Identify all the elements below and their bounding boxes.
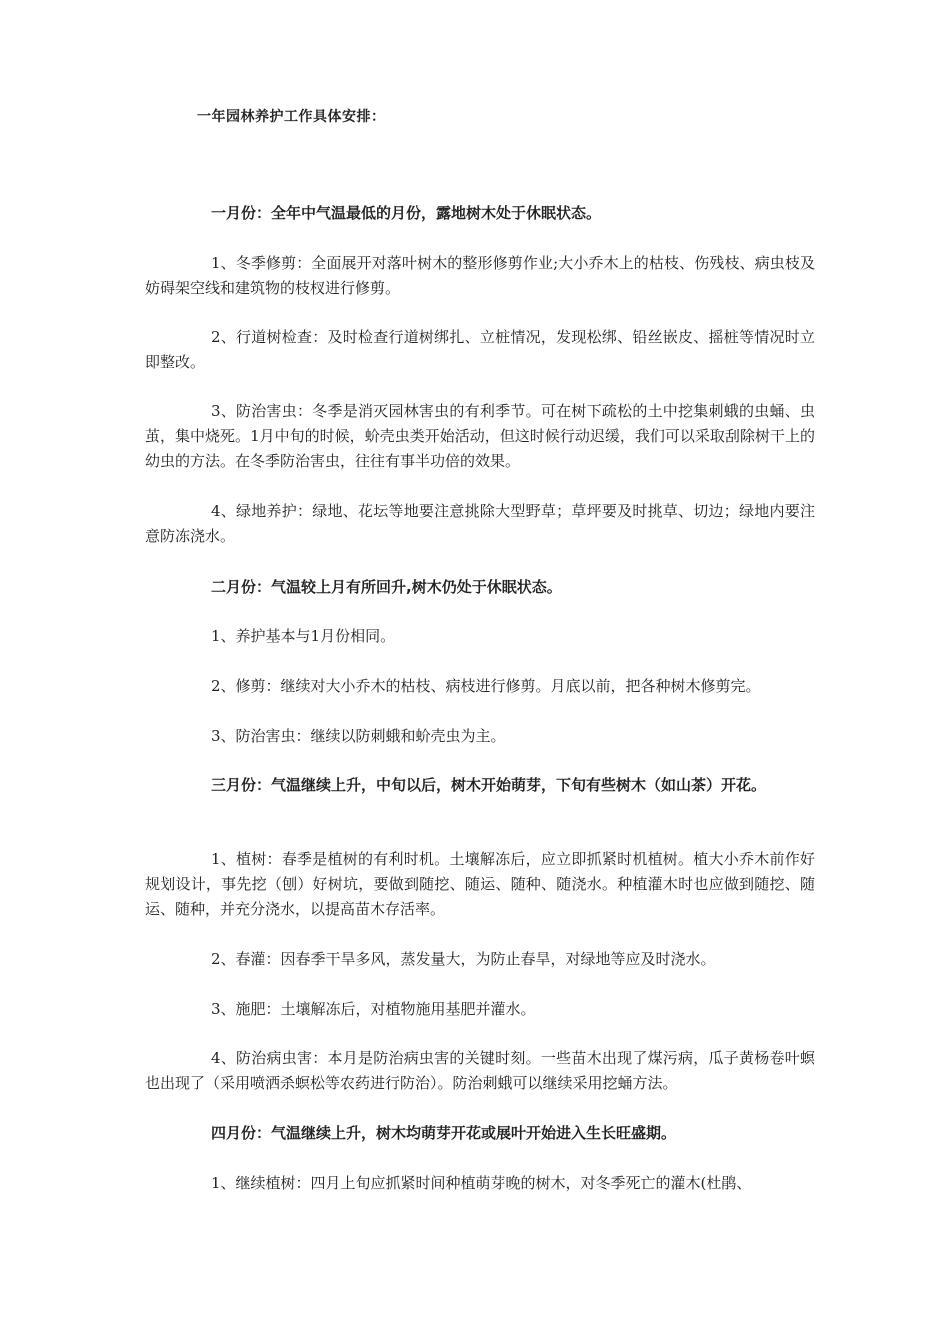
paragraph-feb-3: 3、防治害虫：继续以防刺蛾和蚧壳虫为主。 <box>211 727 506 745</box>
paragraph-apr-1: 1、继续植树：四月上旬应抓紧时间种植萌芽晚的树木，对冬季死亡的灌木(杜鹃、 <box>211 1174 752 1192</box>
heading-april: 四月份：气温继续上升，树木均萌芽开花或展叶开始进入生长旺盛期。 <box>211 1124 677 1142</box>
paragraph-mar-4: 4、防治病虫害：本月是防治病虫害的关键时刻。一些苗木出现了煤污病，瓜子黄杨卷叶螟也出现了（采用喷洒杀螟松等农药进行防治）。防治刺蛾可以继续采用挖蛹方法。 <box>145 1049 815 1092</box>
paragraph-mar-1: 1、植树：春季是植树的有利时机。土壤解冻后，应立即抓紧时机植树。植大小乔木前作好规划设计，事先挖（刨）好树坑，要做到随挖、随运、随种、随浇水。种植灌木时也应做到随挖、随运、随种，并充分浇水，以提高苗木存活率。 <box>145 850 815 918</box>
heading-february: 二月份：气温较上月有所回升,树木仍处于休眠状态。 <box>211 578 562 596</box>
paragraph-feb-2: 2、修剪：继续对大小乔木的枯枝、病枝进行修剪。月底以前，把各种树木修剪完。 <box>211 677 761 695</box>
paragraph-jan-4: 4、绿地养护：绿地、花坛等地要注意挑除大型野草；草坪要及时挑草、切边；绿地内要注意防冻浇水。 <box>145 502 815 545</box>
paragraph-feb-1: 1、养护基本与1月份相同。 <box>211 627 396 645</box>
paragraph-mar-3: 3、施肥：土壤解冻后，对植物施用基肥并灌水。 <box>211 1000 536 1018</box>
heading-march: 三月份：气温继续上升，中旬以后，树木开始萌芽，下旬有些树木（如山茶）开花。 <box>211 776 767 794</box>
paragraph-jan-3: 3、防治害虫：冬季是消灭园林害虫的有利季节。可在树下疏松的土中挖集刺蛾的虫蛹、虫茧，集中烧死。1月中旬的时候，蚧壳虫类开始活动，但这时候行动迟缓，我们可以采取刮除树干上的幼虫的方法。在冬季防治害虫，往往有事半功倍的效果。 <box>145 402 815 470</box>
paragraph-jan-2: 2、行道树检查：及时检查行道树绑扎、立桩情况，发现松绑、铅丝嵌皮、摇桩等情况时立即整改。 <box>145 328 815 371</box>
heading-january: 一月份：全年中气温最低的月份，露地树木处于休眠状态。 <box>211 204 602 222</box>
document-title: 一年园林养护工作具体安排： <box>197 109 386 125</box>
paragraph-jan-1: 1、冬季修剪：全面展开对落叶树木的整形修剪作业;大小乔木上的枯枝、伤残枝、病虫枝及妨碍架空线和建筑物的枝杈进行修剪。 <box>145 254 815 297</box>
paragraph-mar-2: 2、春灌：因春季干旱多风，蒸发量大，为防止春旱，对绿地等应及时浇水。 <box>211 950 716 968</box>
